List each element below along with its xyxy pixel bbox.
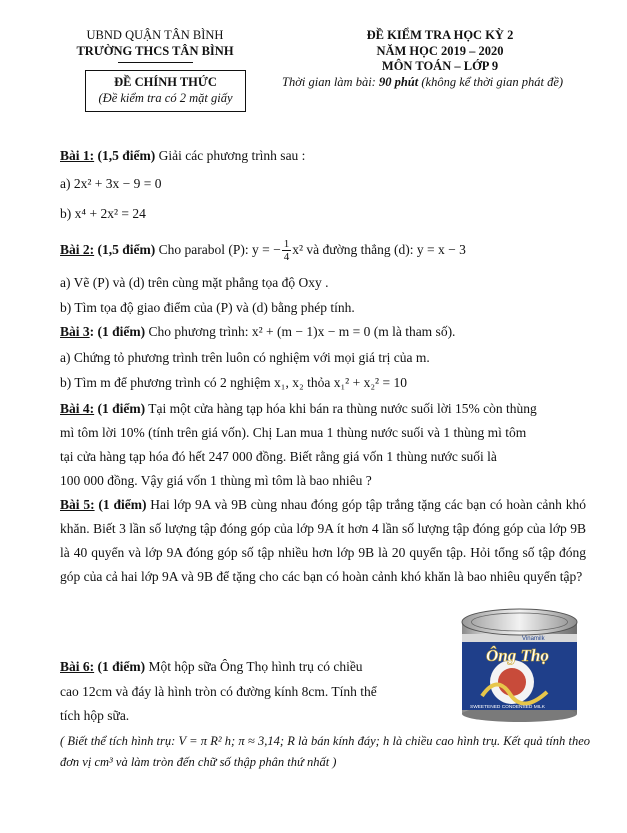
bai6-title: Bài 6: (60, 659, 95, 674)
bai6-formula-note: ( Biết thể tích hình trụ: V = π R² h; π ≈ 3,14; R là bán kính đáy; h là chiều cao hình trụ. Kết quả tính theo đơn vị cm³ và làm tròn đến chữ số thập phân thứ nhất ) (60, 734, 590, 769)
bai3-text: Cho phương trình: x² + (m − 1)x − m = 0 (m là tham số). (145, 324, 456, 339)
official-box (85, 70, 246, 112)
bai2-a: a) Vẽ (P) và (d) trên cùng mặt phẳng tọa độ Oxy . (60, 275, 329, 290)
school-year: NĂM HỌC 2019 – 2020 (376, 44, 504, 58)
school-underline (118, 62, 193, 63)
exam-title: ĐỀ KIỂM TRA HỌC KỲ 2 (366, 28, 514, 42)
can-brand: Ông Thọ (486, 646, 549, 665)
bai6-line2: cao 12cm và đáy là hình tròn có đường kính 8cm. Tính thể (60, 684, 377, 699)
bai4-line1 (60, 400, 537, 418)
bai1-a: a) 2x² + 3x − 9 = 0 (60, 176, 162, 191)
bai6-line1 (60, 658, 363, 676)
official-label: ĐỀ CHÍNH THỨC (114, 75, 217, 89)
bai3-b: b) Tìm m để phương trình có 2 nghiệm x₁, x₂ thỏa x₁² + x₂² = 10 (60, 375, 407, 390)
school-district: UBND QUẬN TÂN BÌNH (86, 28, 224, 42)
bai4-title: Bài 4: (60, 401, 95, 416)
time-duration: 90 phút (378, 75, 419, 89)
bai2-points: (1,5 điểm) (94, 242, 156, 257)
subject: MÔN TOÁN – LỚP 9 (381, 59, 499, 73)
time-allowed (282, 75, 622, 90)
bai4-line2: mì tôm lời 10% (tính trên giá vốn). Chị Lan mua 1 thùng nước suối và 1 thùng mì tôm (60, 425, 527, 440)
bai4-text1: Tại một cửa hàng tạp hóa khi bán ra thùng nước suối lời 15% còn thùng (145, 401, 537, 416)
bai2-text2: x² và đường thẳng (d): y = x − 3 (292, 242, 466, 257)
bai1-title: Bài 1: (60, 148, 95, 163)
can-top-brand: Vinamilk (522, 636, 545, 642)
bai3-a: a) Chứng tỏ phương trình trên luôn có nghiệm với mọi giá trị của m. (60, 350, 430, 365)
bai2-fraction (282, 238, 292, 263)
bai3-title: Bài 3 (60, 324, 90, 339)
can-subtitle: SWEETENED CONDENSED MILK (470, 705, 545, 710)
bai3-points: : (1 điểm) (89, 324, 146, 339)
bai2-text1: Cho parabol (P): y = − (155, 242, 281, 257)
pages-note: (Đề kiểm tra có 2 mặt giấy (98, 91, 233, 105)
bai4-line4: 100 000 đồng. Vậy giá vốn 1 thùng mì tôm là bao nhiêu ? (60, 473, 372, 488)
time-prefix: Thời gian làm bài: (282, 75, 379, 89)
school-name: TRƯỜNG THCS TÂN BÌNH (76, 44, 234, 58)
frac-numerator: 1 (283, 238, 290, 251)
bai1-b: b) x⁴ + 2x² = 24 (60, 206, 146, 221)
bai2-title: Bài 2: (60, 242, 95, 257)
frac-denominator: 4 (283, 251, 290, 264)
bai4-points: (1 điểm) (94, 401, 146, 416)
bai6-points: (1 điểm) (94, 659, 146, 674)
bai2-b: b) Tìm tọa độ giao điểm của (P) và (d) bằng phép tính. (60, 300, 355, 315)
bai3-heading (60, 323, 455, 341)
bai2-heading (60, 238, 466, 263)
bai1-points: (1,5 điểm) (94, 148, 156, 163)
bai5-title: Bài 5: (60, 497, 95, 512)
bai5-text: Hai lớp 9A và 9B cùng nhau đóng góp tập trắng tặng các bạn có hoàn cảnh khó khăn. Biết 3 lần số lượng tập đóng góp của lớp 9A ít hơn 4 lần số lượng tập đóng góp của lớp 9B là 40 quyển và lớp 9A đóng góp số tập nhiều hơn lớp 9B là 20 quyển tập. Hỏi tổng số tập đóng góp của cả hai lớp 9A và 9B để tặng cho các bạn có hoàn cảnh khó khăn là bao nhiêu quyển tập? (60, 497, 586, 584)
bai5-points: (1 điểm) (94, 497, 147, 512)
bai1-text: Giải các phương trình sau : (155, 148, 306, 163)
bai4-line3: tại cửa hàng tạp hóa đó hết 247 000 đồng. Biết rằng giá vốn 1 thùng nước suối là (60, 449, 497, 464)
bai6-line3: tích hộp sữa. (60, 708, 130, 723)
time-suffix: (không kể thời gian phát đề) (418, 75, 564, 89)
bai5-paragraph (60, 493, 586, 589)
milk-can-illustration (452, 604, 587, 724)
bai1-heading (60, 147, 305, 165)
bai6-text1: Một hộp sữa Ông Thọ hình trụ có chiều (145, 659, 363, 674)
